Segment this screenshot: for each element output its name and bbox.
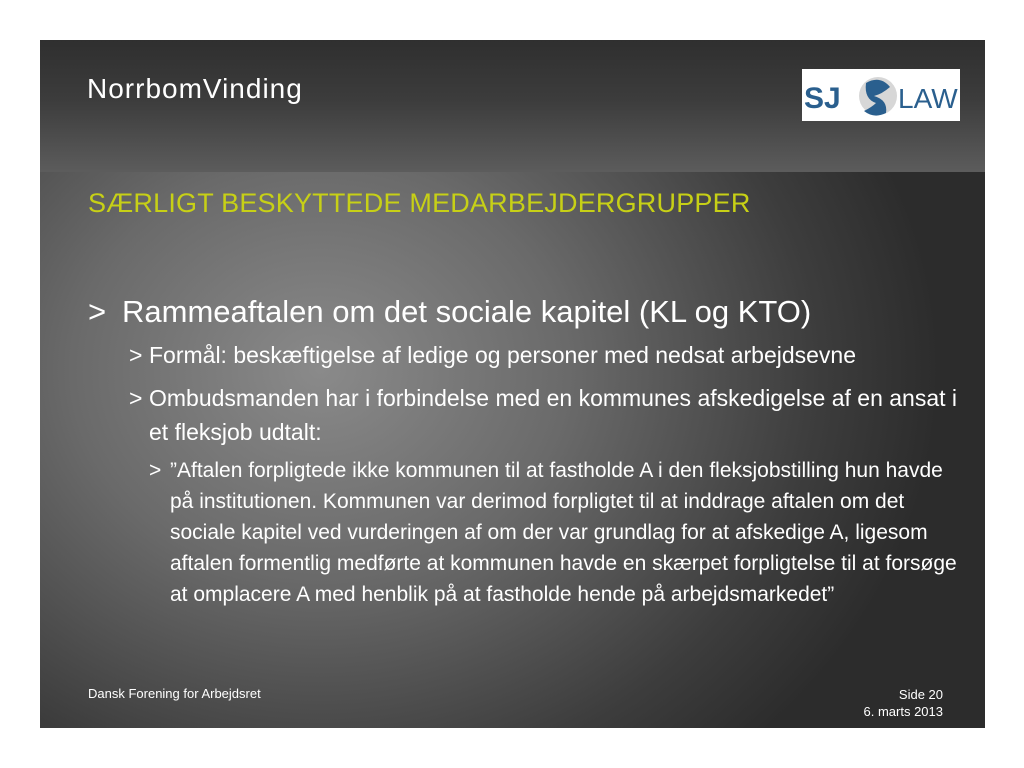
footer-organization: Dansk Forening for Arbejdsret [88,686,261,701]
page-number: Side 20 [898,687,943,702]
slide [40,40,985,728]
bullet-text: Ombudsmanden har i forbindelse med en kommunes afskedigelse af en ansat i et fleksjob udtalt: [149,385,958,445]
bullet-text: Formål: beskæftigelse af ledige og personer med nedsat arbejdsevne [149,342,857,368]
sj-logo-text: SJ [804,82,841,115]
bullet-text: Rammeaftalen om det sociale kapitel (KL og KTO) [122,294,812,329]
bullet-marker: > [149,459,162,482]
bullet-marker: > [129,385,143,411]
bullet-marker: > [129,342,143,368]
bullet-level-2 [88,338,968,372]
norrbom-vinding-logo-text: NorrbomVinding [87,73,303,104]
quote-text: ”Aftalen forpligtede ikke kommunen til at fastholde A i den fleksjobstilling hun havde på institutionen. Kommunen var derimod forpligtet til at inddrage aftalen om det sociale kapitel ved vurderingen af om der var grundlag for at afskedige A, ligesom aftalen formentlig medførte at kommunen havde en skærpet forpligtelse til at forsøge at omplacere A med henblik på at fastholde hende på arbejdsmarkedet” [170,459,957,606]
bullet-marker: > [88,294,107,329]
slide-body [88,292,968,610]
footer-page-info [864,686,944,720]
norrbom-vinding-logo [87,68,377,108]
bullet-level-3 [88,455,968,610]
bullet-level-1 [88,292,968,332]
bullet-level-2 [88,381,968,449]
slide-title: SÆRLIGT BESKYTTEDE MEDARBEJDERGRUPPER [88,188,751,218]
presentation-date: 6. marts 2013 [863,704,943,719]
sj-law-logo [802,69,960,121]
sj-law-emblem-icon [859,77,897,116]
law-logo-text: LAW [898,83,958,114]
